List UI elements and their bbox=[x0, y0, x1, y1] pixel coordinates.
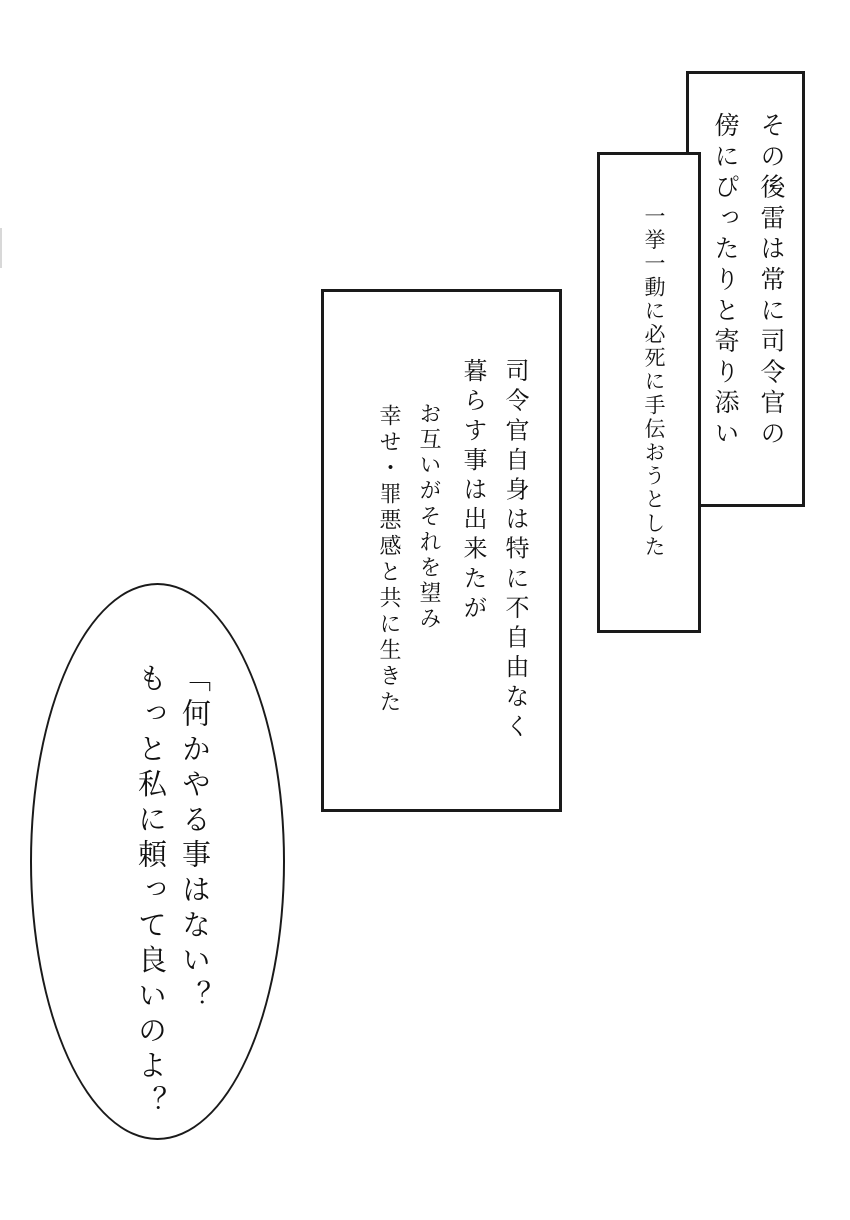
narration-3-line-2: 暮らす事は出来たが bbox=[459, 358, 487, 625]
narration-3-line-4: 幸せ・罪悪感と共に生きた bbox=[376, 404, 401, 716]
narration-1-line-1: その後雷は常に司令官の bbox=[757, 112, 786, 451]
narration-1-line-2: 傍にぴったりと寄り添い bbox=[711, 112, 740, 451]
speech-line-1: 「何かやる事はない？ bbox=[178, 663, 212, 1015]
scan-edge-mark bbox=[0, 228, 2, 268]
narration-box-2 bbox=[597, 152, 701, 633]
narration-3-line-1: 司令官自身は特に不自由なく bbox=[501, 358, 529, 743]
narration-box-1 bbox=[686, 71, 805, 507]
speech-bubble bbox=[30, 583, 285, 1140]
narration-2-line-1: 一挙一動に必死に手伝おうとした bbox=[642, 205, 666, 559]
narration-3-line-3: お互いがそれを望み bbox=[416, 402, 441, 633]
narration-box-3 bbox=[321, 289, 562, 812]
speech-line-2: もっと私に頼って良いのよ？ bbox=[134, 663, 168, 1121]
